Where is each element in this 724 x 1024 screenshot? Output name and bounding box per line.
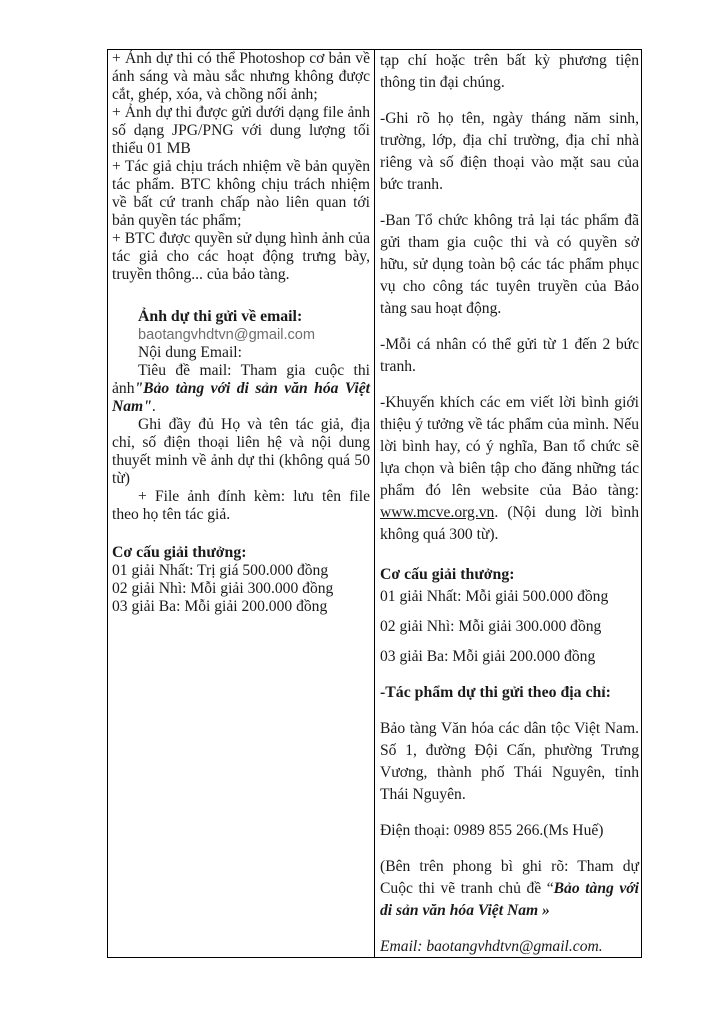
envelope-note-text: (Bên trên phong bì ghi rõ: Tham dự Cuộc thi vẽ tranh chủ đề “ <box>380 858 639 897</box>
museum-address: Bảo tàng Văn hóa các dân tộc Việt Nam. Số 1, đường Đội Cấn, phường Trưng Vương, thành phố Thái Nguyên, tỉnh Thái Nguyên. <box>380 720 639 803</box>
email-subject <box>112 362 370 416</box>
envelope-note <box>380 856 639 922</box>
count-rule: -Mỗi cá nhân có thể gửi từ 1 đến 2 bức tranh. <box>380 336 639 375</box>
column-divider <box>374 50 375 957</box>
email-subject-title: "Bảo tàng với di sản văn hóa Việt Nam" <box>112 380 370 415</box>
usage-rule: + BTC được quyền sử dụng hình ảnh của tác giả cho các hoạt động trưng bày, truyền thông... của bảo tàng. <box>112 230 370 283</box>
prize-heading-left: Cơ cấu giải thưởng: <box>112 544 247 561</box>
file-format-rule: + Ảnh dự thi được gửi dưới dạng file ảnh số dạng JPG/PNG với dung lượng tối thiểu 01 MB <box>112 104 370 157</box>
prize-heading-right: Cơ cấu giải thưởng: <box>380 566 515 583</box>
review-rule <box>380 392 639 546</box>
email-heading: Ảnh dự thi gửi về email: <box>138 308 303 325</box>
name-rule: -Ghi rõ họ tên, ngày tháng năm sinh, trường, lớp, địa chỉ trường, địa chỉ nhà riêng và số điện thoại vào mặt sau của bức tranh. <box>380 110 639 193</box>
prize-third-right: 03 giải Ba: Mỗi giải 200.000 đồng <box>380 648 596 665</box>
right-column <box>380 50 639 958</box>
prize-first-right: 01 giải Nhất: Mỗi giải 500.000 đồng <box>380 588 609 605</box>
contact-email[interactable]: Email: baotangvhdtvn@gmail.com. <box>380 938 603 955</box>
media-rule: tạp chí hoặc trên bất kỳ phương tiện thông tin đại chúng. <box>380 52 639 91</box>
email-subject-prefix: Tiêu đề mail: Tham gia cuộc thi ảnh <box>112 362 370 397</box>
email-body-instruction: Ghi đầy đủ Họ và tên tác giả, địa chỉ, số điện thoại liên hệ và nội dung thuyết minh về ảnh dự thi (không quá 50 từ) <box>112 416 370 487</box>
address-heading: -Tác phẩm dự thi gửi theo địa chỉ: <box>380 684 611 701</box>
prize-second-right: 02 giải Nhì: Mỗi giải 300.000 đồng <box>380 618 602 635</box>
attachment-instruction: + File ảnh đính kèm: lưu tên file theo họ tên tác giả. <box>112 488 370 523</box>
content-table <box>107 49 642 958</box>
copyright-rule: + Tác giả chịu trách nhiệm về bản quyền tác phẩm. BTC không chịu trách nhiệm về bất cứ tranh chấp nào liên quan tới bản quyền tác phẩm; <box>112 158 370 229</box>
left-column <box>112 50 370 616</box>
review-limit: . (Nội dung lời bình không quá 300 từ). <box>380 504 639 543</box>
review-text: -Khuyến khích các em viết lời bình giới thiệu ý tưởng về tác phẩm của mình. Nếu lời bình hay, có ý nghĩa, Ban tổ chức sẽ lựa chọn và biên tập cho đăng những tác phẩm đó lên website của Bảo tàng: <box>380 394 639 499</box>
prize-third-left: 03 giải Ba: Mỗi giải 200.000 đồng <box>112 598 328 615</box>
envelope-title: Bảo tàng với di sản văn hóa Việt Nam » <box>380 880 639 919</box>
photoshop-rule: + Ảnh dự thi có thể Photoshop cơ bản về ánh sáng và màu sắc nhưng không được cắt, ghép, xóa, và chồng nối ảnh; <box>112 50 370 103</box>
email-address[interactable]: baotangvhdtvn@gmail.com <box>138 327 316 343</box>
email-subject-suffix: . <box>151 398 156 415</box>
prize-first-left: 01 giải Nhất: Trị giá 500.000 đồng <box>112 562 329 579</box>
email-content-label: Nội dung Email: <box>138 344 242 361</box>
phone-number: Điện thoại: 0989 855 266.(Ms Huế) <box>380 822 604 839</box>
rights-rule: -Ban Tổ chức không trả lại tác phẩm đã gửi tham gia cuộc thi và có quyền sở hữu, sử dụng toàn bộ các tác phẩm phục vụ cho công tác tuyên truyền của Bảo tàng sau hoạt động. <box>380 212 639 317</box>
website-link[interactable]: www.mcve.org.vn <box>380 504 495 521</box>
prize-second-left: 02 giải Nhì: Mỗi giải 300.000 đồng <box>112 580 334 597</box>
